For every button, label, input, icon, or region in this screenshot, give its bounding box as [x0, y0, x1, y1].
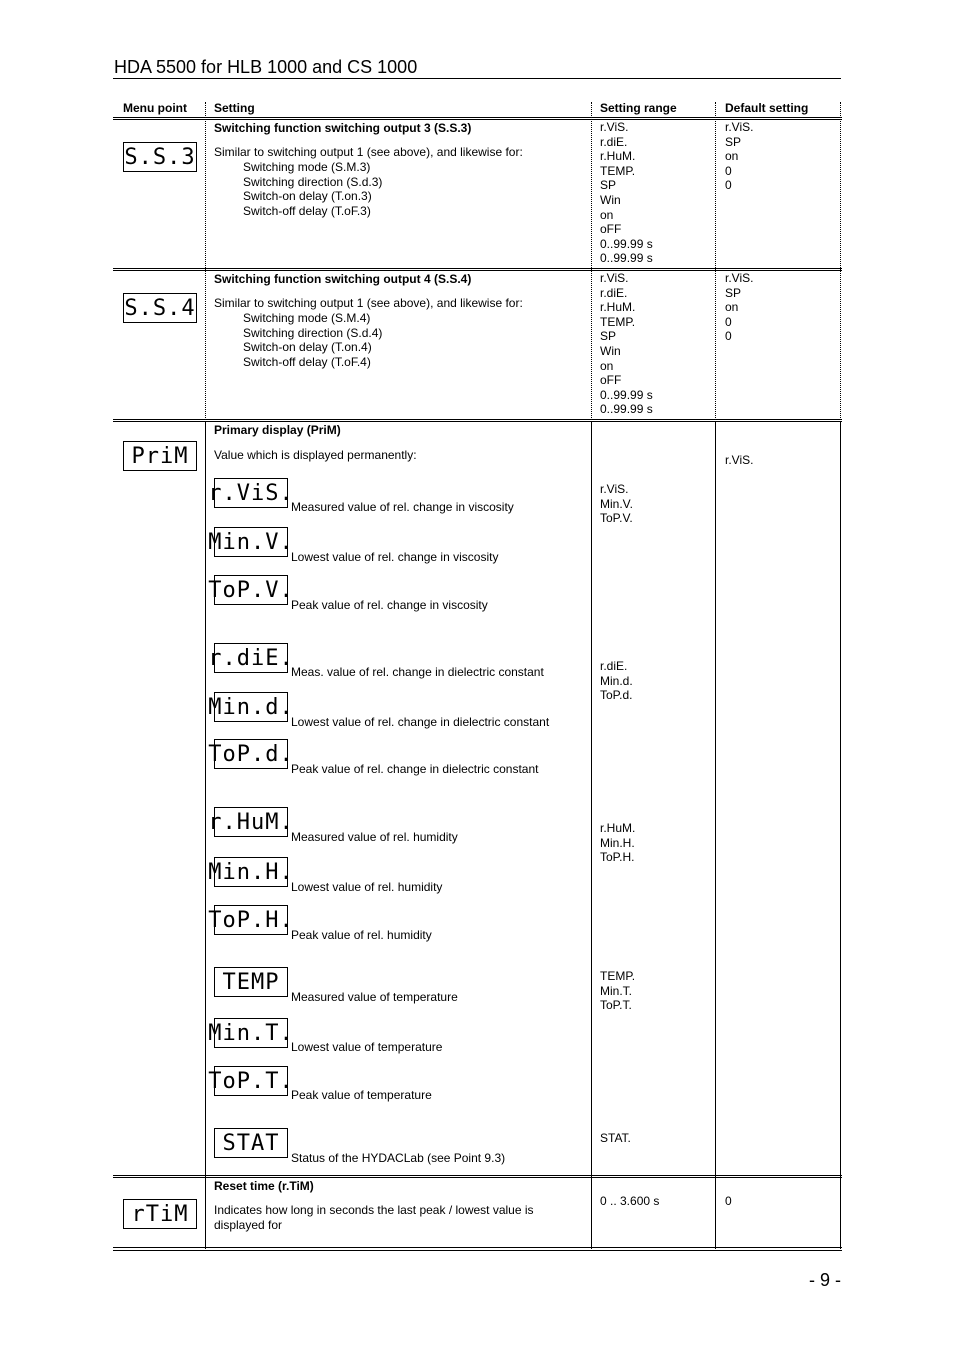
default-value: r.ViS. — [725, 271, 754, 285]
lcd-option: r.HuM. — [214, 807, 288, 837]
prim-range-group — [600, 1131, 631, 1146]
option-label: Peak value of temperature — [291, 1088, 432, 1102]
range-value: 0..99.99 s — [600, 387, 653, 402]
rtim-range: 0 .. 3.600 s — [600, 1194, 660, 1208]
range-value: 0..99.99 s — [600, 251, 653, 266]
range-value: r.ViS. — [600, 482, 629, 496]
ss3-item: Switch-off delay (T.oF.3) — [243, 203, 371, 218]
ss4-item: Switching direction (S.d.4) — [243, 325, 383, 340]
lcd-option: ToP.H. — [214, 905, 288, 935]
lcd-option: ToP.T. — [214, 1066, 288, 1096]
ss3-item: Switching mode (S.M.3) — [243, 160, 371, 174]
lcd-option: Min.V. — [214, 527, 288, 557]
ss3-item: Switch-on delay (T.on.3) — [243, 189, 372, 204]
column-divider — [205, 102, 206, 420]
lcd-option: TEMP — [214, 967, 288, 997]
ss3-title: Switching function switching output 3 (S.S.3) — [214, 121, 472, 135]
lcd-code-ss3: S.S.3 — [123, 142, 197, 172]
table-rule — [113, 419, 842, 420]
rtim-desc — [214, 1203, 534, 1232]
rtim-default: 0 — [725, 1194, 732, 1208]
option-label: Measured value of temperature — [291, 990, 458, 1004]
lcd-option: ToP.d. — [214, 739, 288, 769]
column-divider — [591, 421, 592, 1249]
column-divider — [840, 421, 841, 1249]
prim-range-group — [600, 482, 633, 526]
table-rule — [113, 117, 842, 118]
option-label: Lowest value of temperature — [291, 1040, 443, 1054]
range-value: ToP.d. — [600, 688, 633, 703]
option-label: Lowest value of rel. change in viscosity — [291, 550, 499, 564]
ss4-default — [725, 271, 753, 344]
range-value: r.ViS. — [600, 271, 629, 285]
col-header-default-setting: Default setting — [725, 101, 809, 115]
range-value: SP — [600, 329, 617, 344]
ss4-range — [600, 271, 653, 417]
range-value: Min.V. — [600, 496, 633, 511]
ss3-item: Switching direction (S.d.3) — [243, 174, 383, 189]
range-value: ToP.T. — [600, 998, 632, 1013]
ss4-item: Switch-off delay (T.oF.4) — [243, 354, 371, 369]
col-header-setting-range: Setting range — [600, 101, 677, 115]
prim-range-group — [600, 821, 635, 865]
range-value: r.diE. — [600, 285, 628, 300]
col-header-menu-point: Menu point — [123, 101, 187, 115]
rtim-desc-line: Indicates how long in seconds the last peak / lowest value is — [214, 1203, 534, 1217]
rtim-desc-line: displayed for — [214, 1217, 283, 1232]
range-value: r.HuM. — [600, 149, 636, 164]
range-value: Win — [600, 343, 621, 358]
range-value: Min.T. — [600, 983, 633, 998]
range-value: r.diE. — [600, 659, 628, 673]
range-value: Min.d. — [600, 673, 633, 688]
lcd-code-ss4: S.S.4 — [123, 293, 197, 323]
option-label: Peak value of rel. change in dielectric constant — [291, 762, 539, 776]
range-value: ToP.H. — [600, 850, 635, 865]
range-value: on — [600, 207, 614, 222]
ss4-desc: Similar to switching output 1 (see above), and likewise for: — [214, 296, 523, 310]
range-value: TEMP. — [600, 969, 636, 983]
default-value: 0 — [725, 314, 732, 329]
default-value: r.ViS. — [725, 120, 754, 134]
range-value: STAT. — [600, 1131, 631, 1145]
lcd-code-rtim: rTiM — [123, 1199, 197, 1229]
option-label: Peak value of rel. change in viscosity — [291, 598, 488, 612]
default-value: 0 — [725, 163, 732, 178]
column-divider — [591, 102, 592, 420]
range-value: oFF — [600, 222, 622, 237]
lcd-code-prim: PriM — [123, 441, 197, 471]
table-rule — [113, 1247, 842, 1248]
option-label: Measured value of rel. change in viscosity — [291, 500, 514, 514]
column-divider — [840, 102, 841, 420]
prim-range-group — [600, 969, 635, 1013]
table-rule — [113, 268, 842, 269]
title-rule — [113, 78, 841, 79]
column-divider — [715, 102, 716, 420]
lcd-option: Min.d. — [214, 692, 288, 722]
range-value: oFF — [600, 373, 622, 388]
table-rule — [113, 1250, 842, 1251]
default-value: 0 — [725, 178, 732, 193]
range-value: r.HuM. — [600, 821, 636, 835]
range-value: Min.H. — [600, 835, 635, 850]
col-header-setting: Setting — [214, 101, 255, 115]
option-label: Meas. value of rel. change in dielectric constant — [291, 665, 544, 679]
lcd-option: STAT — [214, 1128, 288, 1158]
prim-default: r.ViS. — [725, 453, 754, 467]
table-rule — [113, 1175, 842, 1176]
prim-desc: Value which is displayed permanently: — [214, 448, 417, 462]
ss3-range — [600, 120, 653, 266]
default-value: on — [725, 300, 739, 315]
lcd-option: ToP.V. — [214, 575, 288, 605]
range-value: r.ViS. — [600, 120, 629, 134]
range-value: r.diE. — [600, 134, 628, 149]
range-value: 0..99.99 s — [600, 236, 653, 251]
ss3-desc: Similar to switching output 1 (see above), and likewise for: — [214, 145, 523, 159]
lcd-option: r.ViS. — [214, 478, 288, 508]
table-rule — [113, 421, 842, 422]
page-number: - 9 - — [808, 1270, 841, 1290]
prim-range-group — [600, 659, 633, 703]
default-value: 0 — [725, 329, 732, 344]
range-value: ToP.V. — [600, 511, 633, 526]
range-value: TEMP. — [600, 163, 636, 178]
option-label: Lowest value of rel. humidity — [291, 880, 443, 894]
option-label: Peak value of rel. humidity — [291, 928, 432, 942]
table-rule — [113, 1177, 842, 1178]
default-value: SP — [725, 134, 742, 149]
range-value: on — [600, 358, 614, 373]
default-value: on — [725, 149, 739, 164]
range-value: SP — [600, 178, 617, 193]
lcd-option: Min.H. — [214, 857, 288, 887]
default-value: SP — [725, 285, 742, 300]
option-label: Status of the HYDACLab (see Point 9.3) — [291, 1151, 506, 1165]
option-label: Measured value of rel. humidity — [291, 830, 458, 844]
page-title: HDA 5500 for HLB 1000 and CS 1000 — [114, 57, 418, 77]
rtim-title: Reset time (r.TiM) — [214, 1179, 314, 1193]
ss4-title: Switching function switching output 4 (S.S.4) — [214, 272, 472, 286]
column-divider — [715, 421, 716, 1249]
range-value: Win — [600, 192, 621, 207]
ss4-item: Switching mode (S.M.4) — [243, 311, 371, 325]
option-label: Lowest value of rel. change in dielectric constant — [291, 715, 550, 729]
range-value: 0..99.99 s — [600, 402, 653, 417]
prim-title: Primary display (PriM) — [214, 423, 341, 437]
ss4-items — [214, 311, 382, 369]
ss4-item: Switch-on delay (T.on.4) — [243, 340, 372, 355]
ss3-items — [214, 160, 382, 218]
range-value: TEMP. — [600, 314, 636, 329]
range-value: r.HuM. — [600, 300, 636, 315]
lcd-option: Min.T. — [214, 1018, 288, 1048]
ss3-default — [725, 120, 753, 193]
lcd-option: r.diE. — [214, 643, 288, 673]
column-divider — [205, 421, 206, 1249]
